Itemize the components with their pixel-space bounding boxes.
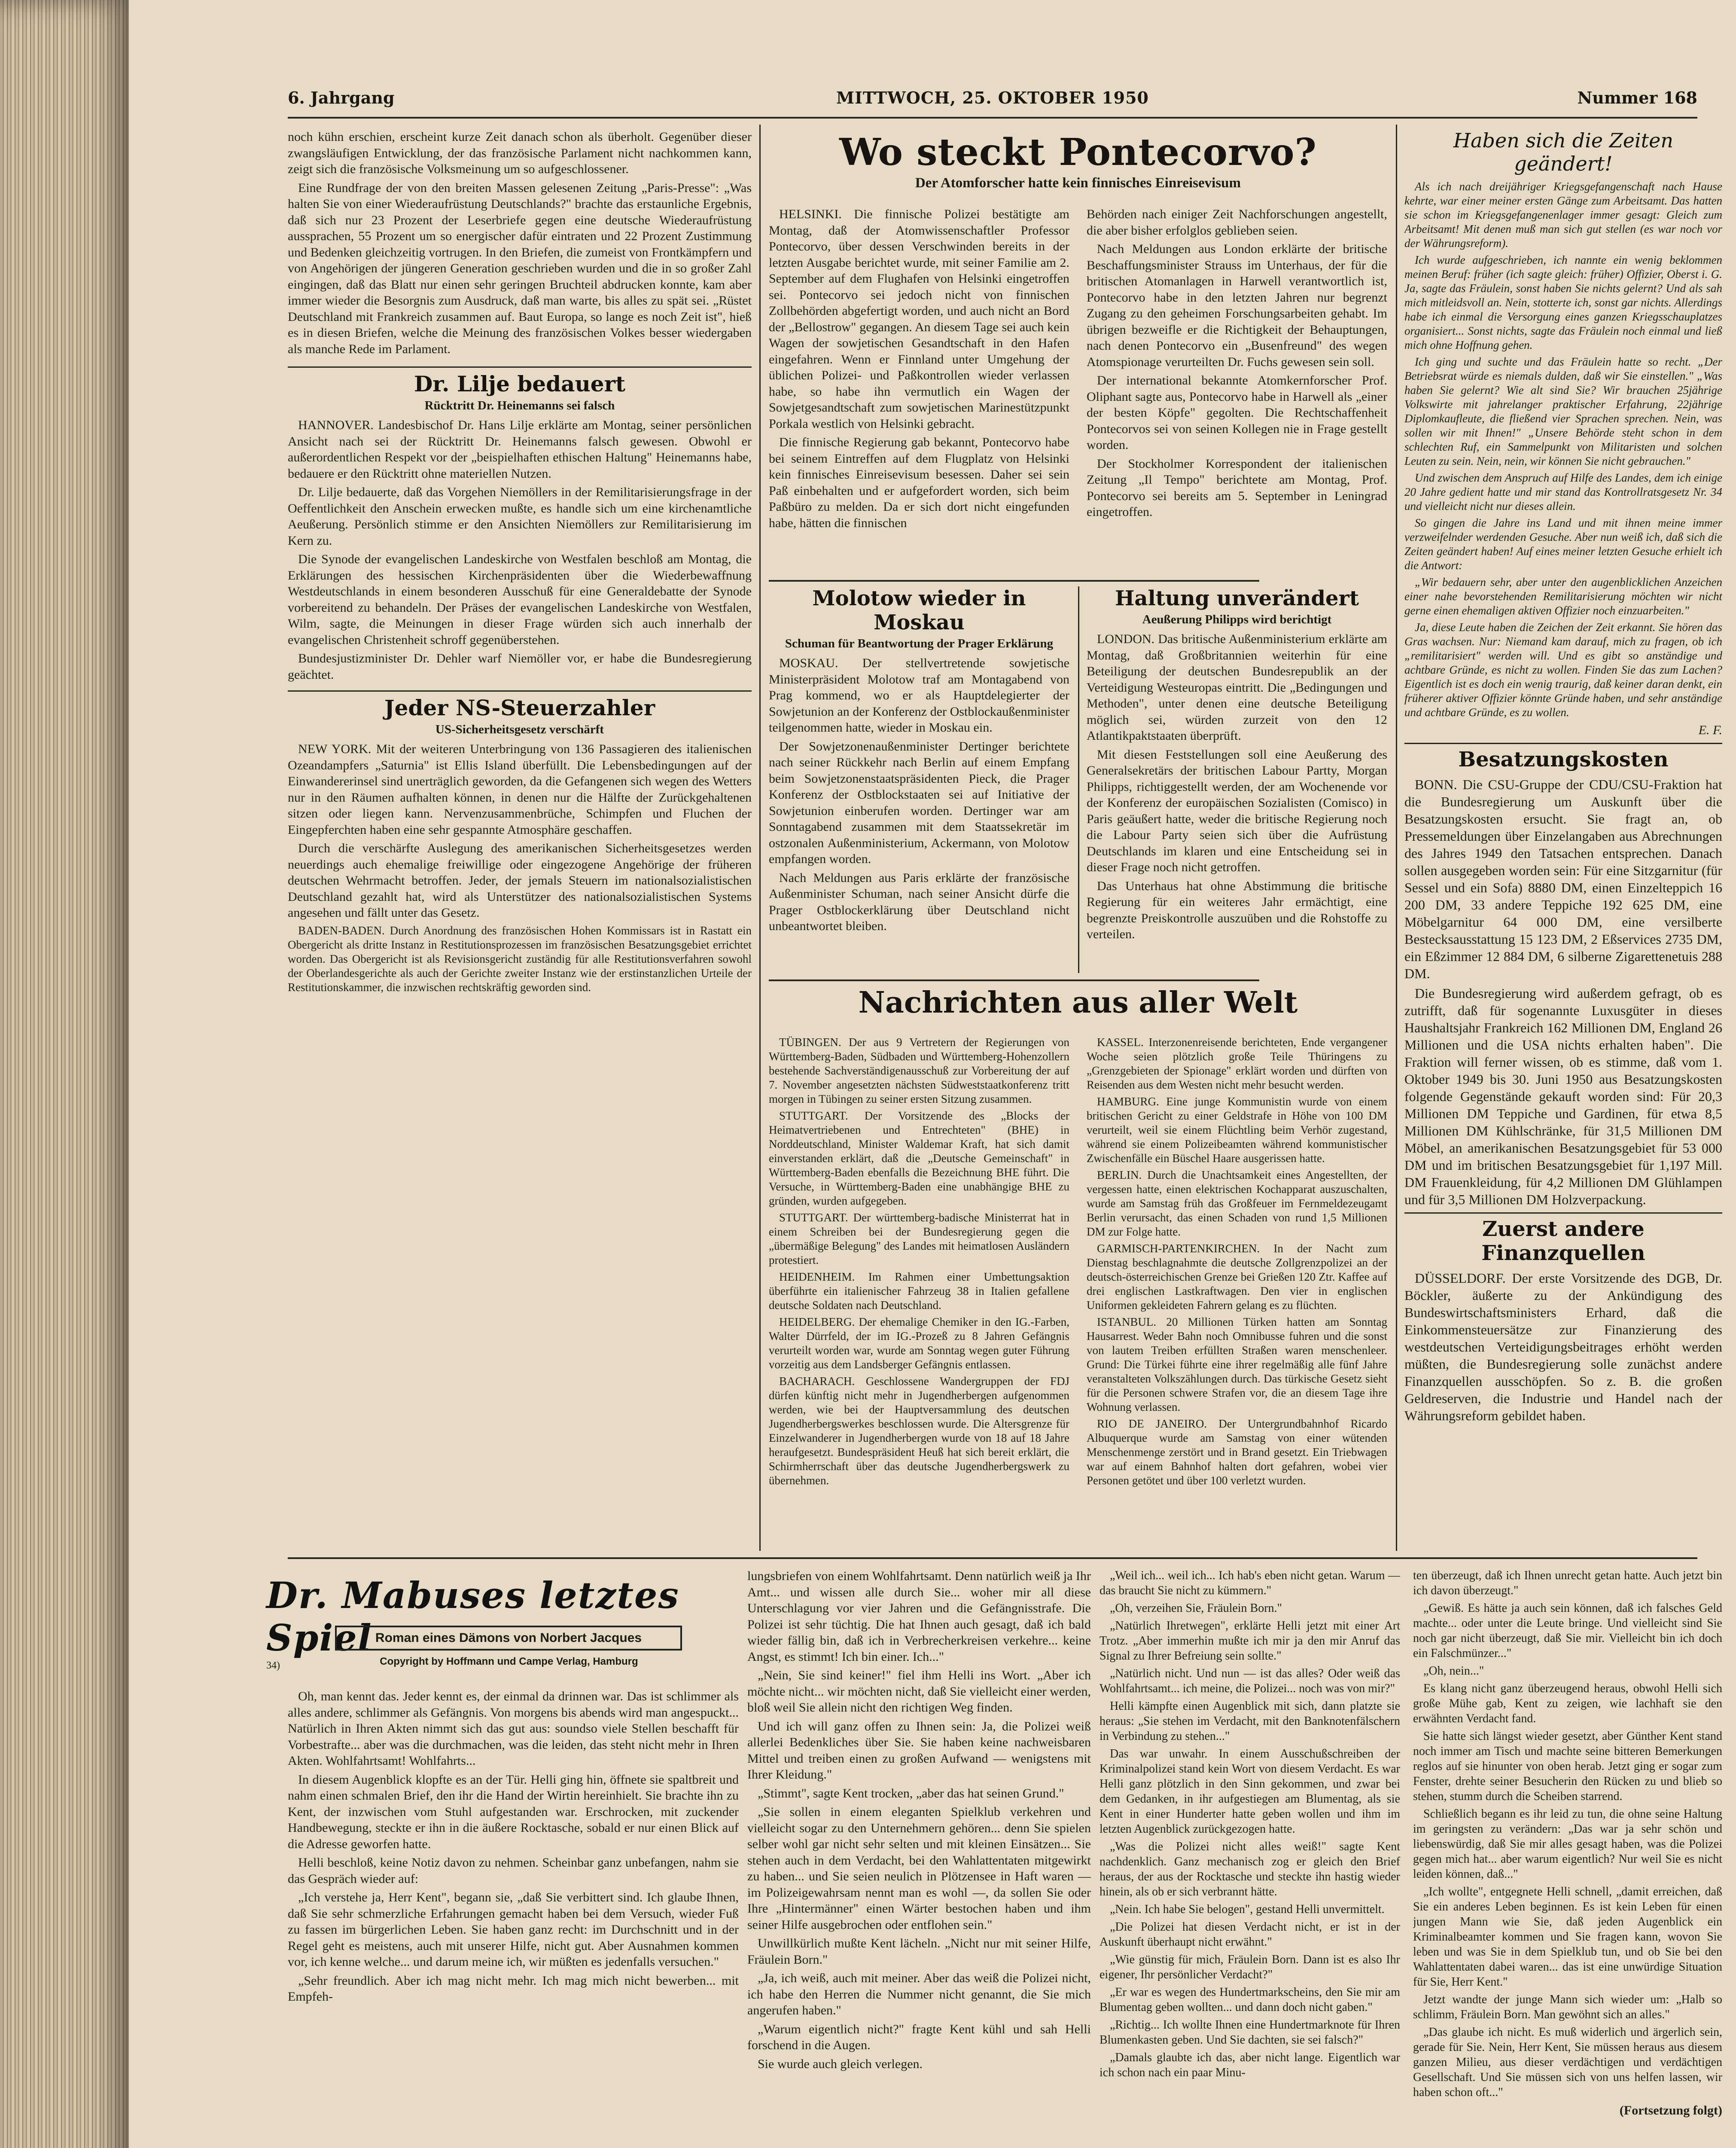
novel-subtitle-box: Roman eines Dämons von Norbert Jacques: [335, 1626, 682, 1651]
article-subheadline: Schuman für Beantwortung der Prager Erklärung: [785, 637, 1054, 650]
issue-date: MITTWOCH, 25. OKTOBER 1950: [836, 88, 1149, 107]
news-item: RIO DE JANEIRO. Der Untergrundbahnhof Ricardo Albuquerque wurde am Samstag von einer wütenden Menschenmenge zerstört und in Brand gesetzt. Ein Triebwagen war auf einem Bahnhof halten dort gefahren, wobei vier Personen getötet und über 100 verletzt wurden.: [1087, 1417, 1387, 1487]
news-item: ISTANBUL. 20 Millionen Türken hatten am Sonntag Hausarrest. Weder Bahn noch Omnibusse fuhren und die sonst von lautem Treiben erfüllten Straßen waren menschenleer. Grund: Die Türkei führte eine ihrer regelmäßig alle fünf Jahre veranstalteten Volkszählungen durch. Das türkische Gesetz sieht für die Personen schwere Strafen vor, die an diesem Tage ihre Wohnung verlassen.: [1087, 1315, 1387, 1413]
besatzung-article: [1404, 748, 1722, 1208]
article-subheadline: US-Sicherheitsgesetz verschärft: [435, 723, 604, 736]
section-headline: Nachrichten aus aller Welt: [858, 986, 1298, 1020]
paragraph: ten überzeugt, daß ich Ihnen unrecht getan hatte. Auch jetzt bin ich davon überzeugt.": [1413, 1569, 1722, 1597]
paragraph: „Damals glaubte ich das, aber nicht lange. Eigentlich war ich schon nach ein paar Minu-: [1099, 2051, 1400, 2079]
paragraph: In diesem Augenblick klopfte es an der Tür. Helli ging hin, öffnete sie spaltbreit und nahm einen schmalen Brief, den ihr die Hand der Wirtin hereinhielt. Sie brachte ihn zu Kent, der inzwischen vom Stuhl aufgestanden war. Erschrocken, mit zuckender Handbewegung, steckte er ihn in die äußere Rocktasche, sobald er nur einen Blick auf die Adresse geworfen hatte.: [288, 1772, 739, 1851]
article-headline: Jeder NS-Steuerzahler: [384, 695, 655, 720]
article-headline: Besatzungskosten: [1458, 747, 1669, 772]
installment-number: 34): [266, 1660, 280, 1671]
paragraph: Die Bundesregierung wird außerdem gefragt, ob es zutrifft, daß für sogenannte Luxusgüter in dieses Haushaltsjahr Frankreich 162 Millionen DM, England 26 Millionen und die USA nichts erhalten haben". Die Fraktion will ferner wissen, ob es stimme, daß vom 1. Oktober 1949 bis 30. Juni 1950 aus Besatzungskosten folgende Gegenstände gekauft worden sind: Für 20,3 Millionen DM Teppiche und Gardinen, für etwa 8,5 Millionen DM Kühlschränke, für 31,5 Millionen DM Möbel, an amerikanischen Besatzungsgebiet für 53 000 DM und im britischen Besatzungsgebiet für 1,197 Mill. DM Frauenkleidung, für 4,2 Millionen DM Glühlampen und für 3,5 Millionen DM Holzverpackung.: [1404, 985, 1722, 1207]
zeiten-article: [1404, 129, 1722, 738]
paragraph: Jetzt wandte der junge Mann sich wieder um: „Halb so schlimm, Fräulein Born. Man gewöhnt sich an alles.": [1413, 1993, 1722, 2021]
author-signature: E. F.: [1698, 723, 1722, 737]
paragraph: „Nein, Sie sind keiner!" fiel ihm Helli ins Wort. „Aber ich möchte nicht... wir möchten nicht, daß Sie vielleicht einer werden, bloß weil Sie allein nicht den richtigen Weg finden.: [747, 1668, 1091, 1715]
left-column: [288, 129, 752, 1551]
news-item: TÜBINGEN. Der aus 9 Vertretern der Regierungen von Württemberg-Baden, Südbaden und Württemberg-Hohenzollern bestehende Sachverständigenausschuß zur Vorbereitung der auf 7. November angesetzten nächsten Südweststaatkonferenz tritt morgen in Tübingen zu seiner ersten Sitzung zusammen.: [769, 1036, 1069, 1105]
paragraph: Behörden nach einiger Zeit Nachforschungen angestellt, die aber bisher erfolglos geblieben seien.: [1087, 207, 1387, 238]
paragraph: „Oh, nein...": [1423, 1664, 1484, 1678]
paragraph: „Natürlich nicht. Und nun — ist das alles? Oder weiß das Wohlfahrtsamt... ich meine, die Polizei... noch was von mir?": [1099, 1667, 1400, 1695]
paragraph: BONN. Die CSU-Gruppe der CDU/CSU-Fraktion hat die Bundesregierung um Auskunft über die Besatzungskosten ersucht. Sie fragt an, ob Pressemeldungen über Einzelangaben aus Abrechnungen des Jahres 1949 den Tatsachen entsprechen. Danach sollen ausgegeben worden sein: Für eine Sitzgarnitur (für Sessel und ein Sofa) 8880 DM, einen Einzelteppich 16 200 DM, 33 andere Teppiche 192 625 DM, eine Möbelgarnitur 64 000 DM, eine versilberte Bestecksausstattung 15 123 DM, 2 Eßservices 2735 DM, ein Eßzimmer 12 884 DM, 6 silberne Zigarettenetuis 288 DM.: [1404, 776, 1722, 981]
paragraph: „Ich wollte", entgegnete Helli schnell, „damit erreichen, daß Sie ein anderes Leben beginnen. Es ist kein Leben für einen jungen Mann wie Sie, daß jeden Augenblick ein Kriminalbeamter kommen und Sie fragen kann, wovon Sie leben und was Sie in dem Spielklub tun, und ob Sie bei den Wahlattentaten dabei waren... das ist eine unwürdige Situation für Sie, Herr Kent.": [1413, 1885, 1722, 1989]
paragraph: Sie hatte sich längst wieder gesetzt, aber Günther Kent stand noch immer am Tisch und machte seine bitteren Bemerkungen reglos auf sie hinunter von oben herab. Jetzt ging er sogar zum Fenster, drehte seiner Besucherin den Rücken zu und blieb so stehen, stumm durch die Scheiben starrend.: [1413, 1730, 1722, 1803]
paragraph: Der Stockholmer Korrespondent der italienischen Zeitung „Il Tempo" berichtete am Montag, Prof. Pontecorvo sei bereits am 5. September in Leningrad eingetroffen.: [1087, 456, 1387, 519]
ns-taxpayer-article: [288, 695, 752, 995]
article-headline: Haben sich die Zeiten geändert!: [1453, 129, 1674, 175]
lilje-article: [288, 371, 752, 683]
paragraph: Unwillkürlich mußte Kent lächeln. „Nicht nur mit seiner Hilfe, Fräulein Born.": [747, 1936, 1091, 1967]
world-news-section: [769, 984, 1387, 1551]
news-item: HEIDELBERG. Der ehemalige Chemiker in den IG.-Farben, Walter Dürrfeld, der im IG.-Prozeß zu 8 Jahren Gefängnis verurteilt worden war, wurde am Sonntag wegen guter Führung vorzeitig aus dem Landsberger Gefängnis entlassen.: [769, 1315, 1069, 1371]
paragraph: „Natürlich Ihretwegen", erklärte Helli jetzt mit einer Art Trotz. „Aber immerhin mußte ich mir ja den mir Anruf das Signal zu Ihrer Befreiung sein sollte.": [1099, 1619, 1400, 1663]
paragraph: Das war unwahr. In einem Ausschußschreiben der Kriminalpolizei stand kein Wort von diesem Verdacht. Es war Helli ganz plötzlich in den Sinn gekommen, und zwar bei dem Gedanken, in ihr aufgestiegen am Blumentag, als sie Kent in einer Hunderter hatte geben wollen und ihm im letzten Augenblick zurückgezogen hatte.: [1099, 1747, 1400, 1836]
paragraph: „Wir bedauern sehr, aber unter den augenblicklichen Anzeichen einer nahe bevorstehenden Remilitarisierung möchten wir nicht gerne einen ehemaligen aktiven Offizier noch einzuarbeiten.": [1404, 576, 1722, 617]
paragraph: Mit diesen Feststellungen soll eine Aeußerung des Generalsekretärs der britischen Labour Partty, Morgan Philipps, richtiggestellt werden, der am Wochenende vor der Konferenz der europäischen Sozialisten (Comisco) in Paris geäußert hatte, weder die britische Regierung noch die Labour Party seien sich über die Aufrüstung Deutschlands im klaren und eine Entscheidung sei in dieser Frage noch nicht getroffen.: [1087, 747, 1387, 874]
paragraph: Der Sowjetzonenaußenminister Dertinger berichtete nach seiner Rückkehr nach Berlin auf einem Empfang beim Sowjetzonenstaatspräsidenten Pieck, die Prager Konferenz der Ostblockstaaten sei auf Initiative der Sowjetunion einberufen worden. Dertinger war am Sonntagabend zusammen mit dem Staatssekretär im ostzonalen Außenministerium, Ackermann, von Molotow empfangen worden.: [769, 739, 1069, 866]
article-headline: Molotow wieder in Moskau: [812, 586, 1026, 635]
paragraph: „Wie günstig für mich, Fräulein Born. Dann ist es also Ihr eigener, Ihr persönlicher Verdacht?": [1099, 1953, 1400, 1981]
paragraph: Ich wurde aufgeschrieben, ich nannte ein wenig beklommen meinen Beruf: früher (ich sagte gleich: früher) Offizier, Oberst i. G. Ja, sagte das Fräulein, sonst haben Sie nichts gelernt? Und als sah mich mitleidsvoll an. Nein, stotterte ich, sonst gar nichts. Allerdings habe ich einmal die Versorgung eines ganzen Kriegsschauplatzes organisiert... Sonst nichts, sagte das Fräulein noch einmal und ließ mich ohne Hoffnung gehen.: [1404, 253, 1722, 351]
novel-copyright: Copyright by Hoffmann und Campe Verlag, Hamburg: [380, 1656, 638, 1667]
paragraph: Eine Rundfrage der von den breiten Massen gelesenen Zeitung „Paris-Presse": „Was halten Sie von einer Wiederaufrüstung Deutschlands?" brachte das erstaunliche Ergebnis, daß sich nur 23 Prozent der Leserbriefe gegen eine deutsche Wiederaufrüstung aussprachen, 55 Prozent um so energischer dafür eintraten und 22 Prozent Zustimmung und Bedenken gleichzeitig vortrugen. In den Briefen, die zumeist von Frontkämpfern und von Angehörigen der jüngeren Generation geschrieben wurden und die in so großer Zahl eingingen, daß das Blatt nur einen sehr geringen Bruchteil abdrucken konnte, kam aber immer wieder die Besorgnis zum Ausdruck, daß man warte, bis alles zu spät sei. „Rüstet Deutschland mit Frankreich zusammen auf. Baut Europa, so lange es noch Zeit ist", hieß es in diesen Briefen, welche die Meinung des französischen Volkes besser wiedergaben als manche Rede im Parlament.: [288, 180, 752, 356]
news-item: BERLIN. Durch die Unachtsamkeit eines Angestellten, der vergessen hatte, einen elektrischen Kochapparat auszuschalten, wurde am Samstag früh das Großfeuer im Fernmeldezeugamt Berlin verursacht, das einen Schaden von rund 1,5 Millionen DM zur Folge hatte.: [1087, 1169, 1387, 1238]
paragraph: BADEN-BADEN. Durch Anordnung des französischen Hohen Kommissars ist in Rastatt ein Obergericht als dritte Instanz in Restitutionsprozessen im französischen Besatzungsgebiet errichtet worden. Das Obergericht ist als Revisionsgericht zuständig für alle Restitutionsverfahren sowohl der Oberlandesgerichte als auch der Gerichte zweiter Instanz wie der erstinstanzlichen Urteile der Restitutionskammer, die inzwischen rechtskräftig geworden sind.: [288, 924, 752, 994]
paragraph: Ja, diese Leute haben die Zeichen der Zeit erkannt. Sie hören das Gras wachsen. Nur: Niemand kam darauf, mich zu fragen, ob ich „remilitarisiert" werden will. Und es gibt so anständige und achtbare Gründe, es nicht zu wollen. Finden Sie das zum Lachen? Eigentlich ist es doch ein wenig traurig, daß keiner daran denkt, ein früherer aktiver Offizier könnte Gründe haben, und sehr anständige und achtbare Gründe, es zu wollen.: [1404, 621, 1722, 719]
haltung-article: [1087, 586, 1387, 982]
paragraph: „Gewiß. Es hätte ja auch sein können, daß ich falsches Geld machte... oder unter die Leute bringe. Und vielleicht sind Sie noch gar nicht überzeugt, daß Sie mir. Vielleicht bin ich doch ein Falschmünzer...": [1413, 1602, 1722, 1660]
news-item: KASSEL. Interzonenreisende berichteten, Ende vergangener Woche seien plötzlich große Teile Thüringens zu „Grenzgebieten der Spionage" erklärt worden und dürften von Reisenden aus dem Westen nicht mehr besucht werden.: [1087, 1036, 1387, 1091]
novel-section-rule: [288, 1557, 1697, 1559]
page-header: [288, 88, 1697, 114]
paragraph: „Sie sollen in einem eleganten Spielklub verkehren und vielleicht sogar zu den Unternehmern gehören... denn Sie spielen selber wohl gar nicht sehr selten und mit kleinen Einsätzen... Sie stehen auch in dem Verdacht, bei den Wahlattentaten mitgewirkt zu haben... und Sie seien neulich in Plötzensee in Haft waren — im Polizeigewahrsam nennt man es wohl —, da sollen Sie oder Ihre „Hintermänner" einen Wärter bestochen haben und ihm seiner Hilfe ausgebrochen oder entflohen sein.": [747, 1805, 1091, 1932]
right-column: [1404, 129, 1722, 1551]
paragraph: „Nein. Ich habe Sie belogen", gestand Helli unvermittelt.: [1110, 1903, 1385, 1916]
paragraph: „Ja, ich weiß, auch mit meiner. Aber das weiß die Polizei nicht, ich habe den Herren die Nummer nicht genannt, die Sie mich angerufen haben.": [747, 1971, 1091, 2017]
paragraph: HELSINKI. Die finnische Polizei bestätigte am Montag, daß der Atomwissenschaftler Professor Pontecorvo, über dessen Verschwinden bereits in der letzten Ausgabe berichtet wurde, mit seiner Familie am 2. September auf dem Flughafen von Helsinki eingetroffen sei. Pontecorvo sei jedoch nicht von finnischen Zollbehörden abgefertigt worden, und auch nicht an Bord der „Bellostrow" gegangen. An diesem Tage sei auch kein Wagen der sowjetischen Gesandtschaft in den Hafen eingefahren. Wenn er Finnland unter Umgehung der üblichen Polizei- und Paßkontrollen wieder verlassen habe, so habe ihn vermutlich ein Wagen der Sowjetgesandtschaft zum sowjetischen Marinestützpunkt Porkala westlich von Helsinki gebracht.: [769, 207, 1069, 431]
newspaper-page: [129, 0, 1736, 2148]
section-rule: [769, 979, 1259, 981]
section-rule: [769, 580, 1259, 582]
column-rule: [1078, 586, 1079, 973]
news-item: GARMISCH-PARTENKIRCHEN. In der Nacht zum Dienstag beschlagnahmte die deutsche Zollgrenzpolizei an der deutsch-österreichischen Grenze bei Grießen 120 Ztr. Kaffee auf drei englischen Lastkraftwagen. Den vier in englischen Uniformen gekleideten Fahrern gelang es zu flüchten.: [1087, 1242, 1387, 1312]
paragraph: Helli kämpfte einen Augenblick mit sich, dann platzte sie heraus: „Sie stehen im Verdacht, mit den Banknotenfälschern in Verbindung zu stehen...": [1099, 1699, 1400, 1743]
news-item: STUTTGART. Der württemberg-badische Ministerrat hat in einem Schreiben bei der Bundesregierung gegen die „übermäßige Belegung" des Landes mit heimatlosen Ausländern protestiert.: [769, 1211, 1069, 1266]
novel-column-4: [1413, 1568, 1722, 2148]
article-headline: Dr. Lilje bedauert: [414, 371, 626, 397]
paragraph: Durch die verschärfte Auslegung des amerikanischen Sicherheitsgesetzes werden neuerdings auch ehemalige freiwillige oder eingezogene Angehörige der früheren deutschen Wehrmacht betroffen. Jeder, der jemals Steuern im nationalsozialistischen Deutschland gezahlt hat, wird als Unterstützer des nationalsozialistischen Systems angesehen und fällt unter das Gesetz.: [288, 841, 752, 920]
news-item: HEIDENHEIM. Im Rahmen einer Umbettungsaktion überführte ein italienischer Fahrzeug 38 in Italien gefallene deutsche Soldaten nach Deutschland.: [769, 1270, 1069, 1312]
column-rule: [1396, 125, 1397, 1551]
continuation-note: (Fortsetzung folgt): [1619, 2103, 1722, 2117]
molotow-article: [769, 586, 1069, 982]
news-item: STUTTGART. Der Vorsitzende des „Blocks der Heimatvertriebenen und Entrechteten" (BHE) in Norddeutschland, Minister Waldemar Kraft, hat sich damit einverstanden erklärt, daß die „Deutsche Gemeinschaft" in Württemberg-Baden ebenfalls die Bezeichnung BHE führt. Die Versuche, in Württemberg-Baden eine unabhängige BHE zu gründen, wurden aufgegeben.: [769, 1109, 1069, 1207]
paragraph: „Weil ich... weil ich... Ich hab's eben nicht getan. Warum — das braucht Sie nicht zu kümmern.": [1099, 1569, 1400, 1597]
paragraph: Das Unterhaus hat ohne Abstimmung die britische Regierung für ein weiteres Jahr ermächtigt, eine begrenzte Preiskontrolle auszuüben und die Rohstoffe zu verteilen.: [1087, 879, 1387, 941]
paragraph: Bundesjustizminister Dr. Dehler warf Niemöller vor, er habe die Bundesregierung geächtet.: [288, 651, 752, 682]
paragraph: Als ich nach dreijähriger Kriegsgefangenschaft nach Hause kehrte, war einer meiner ersten Gänge zum Arbeitsamt. Das hatten sie schon im Kriegsgefangenenlager immer gesagt: Gleich zum Arbeitsamt! Mit denen muß man sich gut stellen (es war noch vor der Währungsreform).: [1404, 180, 1722, 250]
paragraph: Sie wurde auch gleich verlegen.: [758, 2056, 923, 2071]
paragraph: „Die Polizei hat diesen Verdacht nicht, er ist in der Auskunft überhaupt nicht erwähnt.": [1099, 1920, 1400, 1949]
header-rule: [288, 117, 1697, 119]
serial-novel-masthead: [266, 1574, 756, 1671]
pontecorvo-article: [769, 129, 1387, 576]
book-spine: [0, 0, 129, 2148]
novel-column-1: [288, 1688, 739, 2148]
article-subheadline: Rücktritt Dr. Heinemanns sei falsch: [424, 399, 615, 412]
paragraph: Schließlich begann es ihr leid zu tun, die ohne seine Haltung im geringsten zu verändern: „Das war ja sehr schön und liebenswürdig, daß Sie mir alles gesagt haben, was die Polizei gegen mich hat... aber warum eigentlich? Nur weil Sie es nicht leiden können, daß...": [1413, 1807, 1722, 1881]
paragraph: Nach Meldungen aus Paris erklärte der französische Außenminister Schuman, nach seiner Ansicht dürfe die Prager Ostblockerklärung über Deutschland nicht unbeantwortet bleiben.: [769, 870, 1069, 933]
paragraph: noch kühn erschien, erscheint kurze Zeit danach schon als überholt. Gegenüber dieser zwangsläufigen Entwicklung, der das französische Parlament nicht nachkommen kann, zeigt sich die französische Volksmeinung um so aufgeschlossener.: [288, 130, 752, 176]
france-article-continued: [288, 129, 752, 357]
paragraph: Und ich will ganz offen zu Ihnen sein: Ja, die Polizei weiß allerlei Bedenkliches über Sie. Sie haben keine nachweisbaren Mittel und treiben einen zu großen Aufwand — wenigstens mit Ihrer Kleidung.": [747, 1719, 1091, 1782]
paragraph: Oh, man kennt das. Jeder kennt es, der einmal da drinnen war. Das ist schlimmer als alles andere, schlimmer als Gefängnis. Von morgens bis abends wird man angespuckt... Natürlich in Ihren Akten nimmt sich das gut aus: soundso viele Stellen beschafft für Vorbestrafte... aber was die durchmachen, was die leiden, das steht nicht mehr in Ihren Akten. Wohlfahrtsamt! Wohlfahrts...: [288, 1689, 739, 1768]
novel-title: Dr. Mabuses letztes Spiel: [266, 1574, 679, 1659]
column-rule: [759, 125, 761, 1551]
article-subheadline: Aeußerung Philipps wird berichtigt: [1142, 613, 1332, 626]
paragraph: DÜSSELDORF. Der erste Vorsitzende des DGB, Dr. Böckler, äußerte zu der Ankündigung des Bundeswirtschaftsministers Erhard, daß die Einkommensteuersätze zur Finanzierung des westdeutschen Verteidigungsbeitrages erhöht werden müßten, die Bundesregierung solle zunächst andere Finanzquellen ausschöpfen. So z. B. die großen Geldreserven, die Industrie und Handel nach der Währungsreform gebildet haben.: [1404, 1270, 1722, 1423]
issue-number: Nummer 168: [1577, 88, 1697, 107]
volume-label: 6. Jahrgang: [288, 88, 395, 107]
paragraph: „Ich verstehe ja, Herr Kent", begann sie, „daß Sie verbittert sind. Ich glaube Ihnen, daß Sie sehr schmerzliche Erfahrungen gemacht haben bei dem Versuch, wieder Fuß zu fassen im bürgerlichen Leben. Sie haben ganz recht: im Durchschnitt und in der Regel geht es meistens, auch mit unserer Hilfe, nicht gut. Aber Ausnahmen kommen vor, ich kenne welche... und darum meine ich, wir müßten es jedenfalls versuchen.": [288, 1890, 739, 1969]
paragraph: LONDON. Das britische Außenministerium erklärte am Montag, daß Großbritannien weiterhin für eine Beteiligung der deutschen Bundesrepublik an der Verteidigung Westeuropas eintritt. Die „Bedingungen und Methoden", unter denen eine deutsche Beteiligung möglich sei, würden zurzeit von den 12 Atlantikpaktstaaten überprüft.: [1087, 632, 1387, 743]
article-headline: Zuerst andere Finanzquellen: [1481, 1217, 1645, 1265]
finanz-article: [1404, 1217, 1722, 1424]
paragraph: „Oh, verzeihen Sie, Fräulein Born.": [1110, 1602, 1282, 1615]
paragraph: Die Synode der evangelischen Landeskirche von Westfalen beschloß am Montag, die Erklärungen des hessischen Kirchenpräsidenten über die Wiederbewaffnung Westdeutschlands in einem besonderen Ausschuß für eine Generaldebatte der Synode vorbereitend zu behandeln. Der Präses der evangelischen Landeskirche von Westfalen, Wilm, sagte, die Meinungen in dieser Frage würden sich auch innerhalb der evangelischen Christenheit schroff gegenüberstehen.: [288, 552, 752, 647]
paragraph: Es klang nicht ganz überzeugend heraus, obwohl Helli sich große Mühe gab, Kent zu zeigen, wie lachhaft sie den erwähnten Verdacht fand.: [1413, 1682, 1722, 1725]
paragraph: „Das glaube ich nicht. Es muß widerlich und ärgerlich sein, gerade für Sie. Nein, Herr Kent, Sie müssen heraus aus diesem ganzen Milieu, aus dieser verdächtigen und verdächtigen Gesellschaft. Und Sie müssen sich von uns helfen lassen, wir haben schon oft...": [1413, 2026, 1722, 2099]
paragraph: „Er war es wegen des Hundertmarkscheins, den Sie mir am Blumentag geben wollten... und dann doch nicht gaben.": [1099, 1986, 1400, 2014]
paragraph: Ich ging und suchte und das Fräulein hatte so recht. „Der Betriebsrat würde es niemals dulden, daß wir Sie einstellen." „Was haben Sie gelernt? Wie alt sind Sie? Wir brauchen 25jährige Volkswirte mit jahrelanger praktischer Erfahrung, 22jährige Diplomkaufleute, die fließend vier Sprachen sprechen. Nein, was sollen wir mit Ihnen!" „Unsere Behörde steht schon in dem schlechten Ruf, ein Sammelpunkt von Militaristen und solchen Leuten zu sein. Nein, nein, wir können Sie nicht gebrauchen.": [1404, 355, 1722, 467]
paragraph: „Warum eigentlich nicht?" fragte Kent kühl und sah Helli forschend in die Augen.: [747, 2022, 1091, 2052]
paragraph: So gingen die Jahre ins Land und mit ihnen meine immer verzweifelnder werdenden Gesuche. Aber nun weiß ich, daß sich die Zeiten geändert haben! Auf eines meiner letzten Gesuche erhielt ich die Antwort:: [1404, 516, 1722, 572]
paragraph: Helli beschloß, keine Notiz davon zu nehmen. Scheinbar ganz unbefangen, nahm sie das Gespräch wieder auf:: [288, 1855, 739, 1886]
news-item: HAMBURG. Eine junge Kommunistin wurde von einem britischen Gericht zu einer Geldstrafe in Höhe von 100 DM verurteilt, weil sie einem Flüchtling beim Verhör zugestand, während sie einem Polizeibeamten während kommunistischer Zwischenfälle ein Büschel Haare ausgerissen hatte.: [1087, 1095, 1387, 1165]
paragraph: MOSKAU. Der stellvertretende sowjetische Ministerpräsident Molotow traf am Montagabend von Prag kommend, wo er als Hauptdelegierter der Sowjetunion an der Konferenz der Ostblockaußenminister teilgenommen hatte, wieder in Moskau ein.: [769, 656, 1069, 735]
paragraph: NEW YORK. Mit der weiteren Unterbringung von 136 Passagieren des italienischen Ozeandampfers „Saturnia" ist Ellis Island überfüllt. Die Lebensbedingungen auf der Einwandererinsel sind unerträglich geworden, da die Gefangenen sich wegen des Wetters nur in den Räumen aufhalten können, in denen nur die Hälfte der Zurückgehaltenen sitzen oder liegen kann. Nervenzusammenbrüche, Schimpfen und Fluchen der Eingepferchten haben eine sehr gespannte Atmosphäre geschaffen.: [288, 742, 752, 837]
news-item: BACHARACH. Geschlossene Wandergruppen der FDJ dürfen künftig nicht mehr in Jugendherbergen aufgenommen werden, wie bei der Hauptversammlung des deutschen Jugendherbergswerkes beschlossen wurde. Die Altersgrenze für Einzelwanderer in Jugendherbergen wurde von 18 auf 18 Jahre heraufgesetzt. Bundespräsident Heuß hat sich bereit erklärt, die Schirmherrschaft über das deutsche Jugendherbergswerk zu übernehmen.: [769, 1375, 1069, 1487]
paragraph: lungsbriefen von einem Wohlfahrtsamt. Denn natürlich weiß ja Ihr Amt... und wissen alle durch Sie... woher mir all diese Unterschlagung vor vier Jahren und die Gefängnisstrafe. Die Polizei ist sehr tüchtig. Die hat Ihnen auch gesagt, daß ich bald wieder fällig bin, daß ich in Verbrecherkreisen verkehre... keine Angst, es stimmt! Ich bin einer. Ich...": [747, 1569, 1091, 1664]
novel-column-2: [747, 1568, 1091, 2148]
paragraph: Nach Meldungen aus London erklärte der britische Beschaffungsminister Strauss im Unterhaus, der für die britischen Atomanlagen in Harwell verantwortlich ist, Pontecorvo habe in den letzten Jahren nur begrenzt Zugang zu den geheimen Forschungsarbeiten gehabt. Im übrigen bezweifle er die Richtigkeit der Behauptungen, nach denen Pontecorvo ein „Busenfreund" des wegen Atomspionage verurteilten Dr. Fuchs gewesen sein soll.: [1087, 242, 1387, 369]
paragraph: „Sehr freundlich. Aber ich mag nicht mehr. Ich mag mich nicht bewerben... mit Empfeh-: [288, 1973, 739, 2004]
paragraph: „Richtig... Ich wollte Ihnen eine Hundertmarknote für Ihren Blumenkasten geben. Und Sie dachten, sie sei falsch?": [1099, 2018, 1400, 2047]
novel-column-3: [1099, 1568, 1400, 2148]
paragraph: Der international bekannte Atomkernforscher Prof. Oliphant sagte aus, Pontecorvo habe in Harwell als „einer der besten Köpfe" gegolten. Die Rechtschaffenheit Pontecorvos sei von seinen Kollegen nie in Frage gestellt worden.: [1087, 373, 1387, 452]
article-subheadline: Der Atomforscher hatte kein finnisches Einreisevisum: [915, 175, 1241, 191]
paragraph: HANNOVER. Landesbischof Dr. Hans Lilje erklärte am Montag, seiner persönlichen Ansicht nach sei der Rücktritt Dr. Heinemanns falsch gewesen. Obwohl er außerordentlichen Respekt vor der „beispielhaften ethischen Haltung" Heinemanns habe, bedauere er den Rücktritt ohne materiellen Nutzen.: [288, 418, 752, 481]
paragraph: „Was die Polizei nicht alles weiß!" sagte Kent nachdenklich. Ganz mechanisch zog er gleich den Brief heraus, der aus der Rocktasche und steckte ihn hastig wieder hinein, als ob er sich verbrannt hätte.: [1099, 1840, 1400, 1898]
paragraph: Dr. Lilje bedauerte, daß das Vorgehen Niemöllers in der Remilitarisierungsfrage in der Oeffentlichkeit den Anschein erwecken mußte, es handle sich um eine kirchenamtliche Aeußerung. Persönlich stimme er den Ansichten Niemöllers zur Remilitarisierung im Kern zu.: [288, 485, 752, 548]
paragraph: Die finnische Regierung gab bekannt, Pontecorvo habe bei seinem Eintreffen auf dem Flugplatz von Helsinki kein finnisches Einreisevisum besessen. Daher sei sein Paß einbehalten und er aufgefordert worden, sich beim Paßbüro zu melden. Da er sich dort nicht eingefunden habe, hätten die finnischen: [769, 435, 1069, 530]
paragraph: „Stimmt", sagte Kent trocken, „aber das hat seinen Grund.": [758, 1786, 1064, 1800]
article-headline: Haltung unverändert: [1115, 586, 1359, 610]
article-headline: Wo steckt Pontecorvo?: [839, 131, 1317, 174]
paragraph: Und zwischen dem Anspruch auf Hilfe des Landes, dem ich einige 20 Jahre gedient hatte und mir stand das Kontrollratsgesetz Nr. 34 und vielleicht nicht nur dieses allein.: [1404, 471, 1722, 513]
